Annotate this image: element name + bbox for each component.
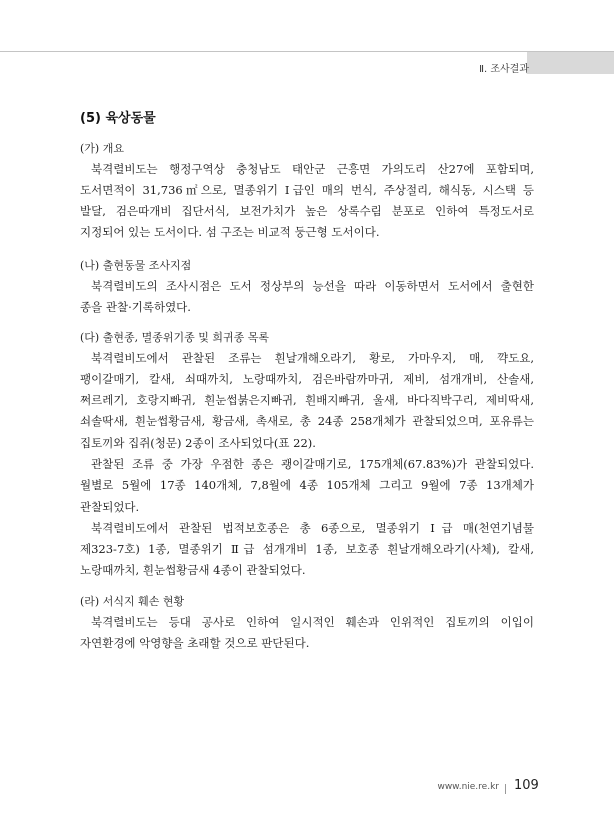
text-line: 북격렬비도에서 관찰된 법적보호종은 총 6종으로, 멸종위기 Ⅰ급 매(천연기념물 xyxy=(91,520,534,535)
text-line: 노랑때까치, 흰눈썹황금새 4종이 관찰되었다. xyxy=(80,563,306,578)
text-line: 북격렬비도는 등대 공사로 인하여 일시적인 훼손과 인위적인 집토끼의 이입이 xyxy=(91,614,534,629)
paragraph xyxy=(80,159,534,244)
text-line: 북격렬비도의 조사시점은 도서 정상부의 능선을 따라 이동하면서 도서에서 출현한 xyxy=(91,278,534,293)
header-tab xyxy=(527,52,614,74)
chapter-label: Ⅱ. 조사결과 xyxy=(479,64,529,75)
text-line: 제323-7호) 1종, 멸종위기 Ⅱ급 섬개개비 1종, 보호종 흰날개해오라기(사체), 칼새, xyxy=(80,542,534,557)
text-line: 월별로 5월에 17종 140개체, 7,8월에 4종 105개체 그리고 9월에 7종 13개체가 xyxy=(80,478,534,493)
subsection-heading: (나) 출현동물 조사지점 xyxy=(80,259,192,272)
text-line: 지정되어 있는 도서이다. 섬 구조는 비교적 둥근형 도서이다. xyxy=(80,225,380,240)
text-line: 쩌르레기, 호랑지빠귀, 흰눈썹붉은지빠귀, 흰배지빠귀, 울새, 바다직박구리, 제비딱새, xyxy=(80,393,534,408)
paragraph xyxy=(80,348,534,454)
section-title: (5) 육상동물 xyxy=(80,111,156,126)
text-line: 쇠솔딱새, 흰눈썹황금새, 황금새, 촉새로, 총 24종 258개체가 관찰되었으며, 포유류는 xyxy=(80,414,534,429)
footer-url: www.nie.re.kr xyxy=(437,782,499,792)
text-line: 관찰되었다. xyxy=(80,499,140,514)
subsection-heading: (라) 서식지 훼손 현황 xyxy=(80,595,185,608)
subsection-heading: (다) 출현종, 멸종위기종 및 희귀종 목록 xyxy=(80,331,269,344)
paragraph xyxy=(80,454,534,518)
text-line: 발달, 검은따개비 집단서식, 보전가치가 높은 상록수림 분포로 인하여 특정도서로 xyxy=(80,204,534,219)
paragraph xyxy=(80,518,534,582)
subsection-species-list xyxy=(80,328,534,582)
subsection-habitat-damage xyxy=(80,592,534,654)
subsection-survey-point xyxy=(80,256,534,318)
page-number: 109 xyxy=(514,778,539,793)
text-line: 종을 관찰·기록하였다. xyxy=(80,299,191,314)
text-line: 북격렬비도에서 관찰된 조류는 흰날개해오라기, 황로, 가마우지, 매, 꺅도요, xyxy=(91,350,534,365)
subsection-overview xyxy=(80,139,534,244)
text-line: 북격렬비도는 행정구역상 충청남도 태안군 근흥면 가의도리 산27에 포함되며, xyxy=(91,161,534,176)
text-line: 관찰된 조류 중 가장 우점한 종은 괭이갈매기로, 175개체(67.83%)가 관찰되었다. xyxy=(91,456,534,471)
text-line: 도서면적이 31,736㎡으로, 멸종위기 Ⅰ급인 매의 번식, 주상절리, 해식동, 시스택 등 xyxy=(80,182,534,197)
paragraph xyxy=(80,276,534,319)
text-line: 자연환경에 악영향을 초래할 것으로 판단된다. xyxy=(80,635,310,650)
text-line: 집토끼와 집쥐(청문) 2종이 조사되었다(표 22). xyxy=(80,435,316,450)
subsection-heading: (가) 개요 xyxy=(80,142,124,155)
header-rule xyxy=(0,51,614,52)
text-line: 팽이갈매기, 칼새, 쇠때까치, 노랑때까치, 검은바람까마귀, 제비, 섬개개비, 산솔새, xyxy=(80,371,534,386)
paragraph xyxy=(80,612,534,655)
footer-divider xyxy=(505,784,506,794)
